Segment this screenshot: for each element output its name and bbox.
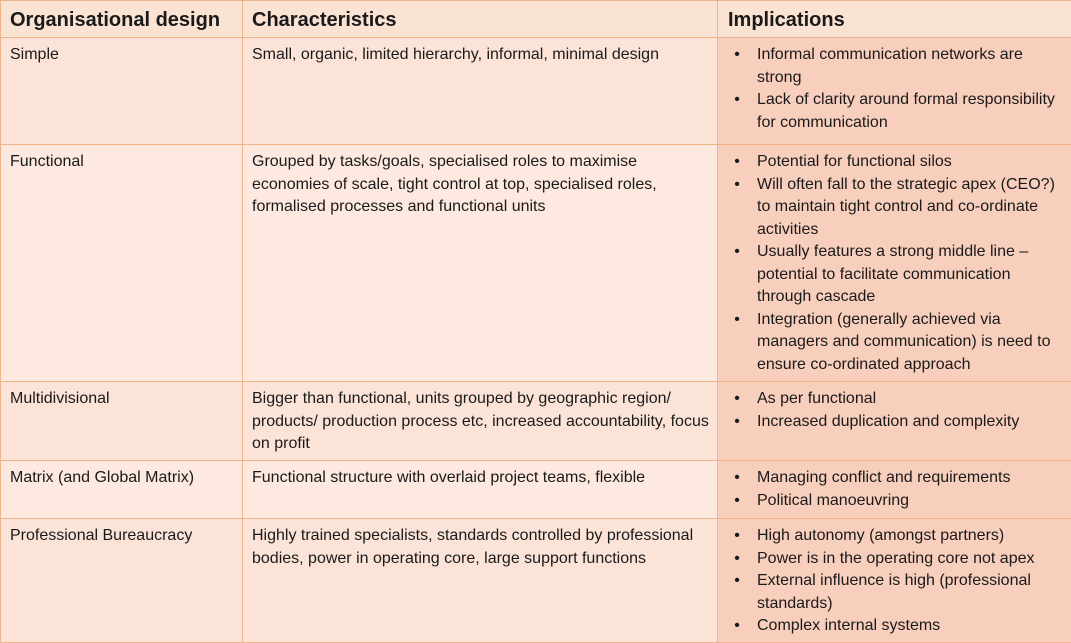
- bullet-icon: •: [727, 388, 747, 411]
- implications-cell: [718, 38, 1071, 145]
- list-item: [727, 467, 1065, 490]
- bullet-icon: •: [727, 467, 747, 490]
- implication-text: Complex internal systems: [757, 617, 940, 634]
- implication-text: As per functional: [757, 390, 876, 407]
- implication-text: Usually features a strong middle line – potential to facilitate communication through cascade: [757, 243, 1028, 305]
- characteristics-cell: Highly trained specialists, standards controlled by professional bodies, power in operating core, large support functions: [243, 519, 718, 643]
- characteristics-cell: Bigger than functional, units grouped by geographic region/ products/ production process etc, increased accountability, focus on profit: [243, 382, 718, 461]
- bullet-icon: •: [727, 411, 747, 434]
- design-cell: Functional: [1, 145, 243, 382]
- implication-text: Informal communication networks are strong: [757, 46, 1023, 86]
- implications-cell: [718, 382, 1071, 461]
- list-item: [727, 615, 1065, 638]
- implications-cell: [718, 461, 1071, 519]
- bullet-icon: •: [727, 241, 747, 264]
- implication-text: High autonomy (amongst partners): [757, 527, 1004, 544]
- design-cell: Simple: [1, 38, 243, 145]
- list-item: [727, 309, 1065, 377]
- header-characteristics: Characteristics: [243, 1, 718, 38]
- bullet-icon: •: [727, 525, 747, 548]
- bullet-icon: •: [727, 151, 747, 174]
- table-row: [1, 461, 1071, 519]
- characteristics-cell: Functional structure with overlaid project teams, flexible: [243, 461, 718, 519]
- bullet-icon: •: [727, 89, 747, 112]
- implication-text: Increased duplication and complexity: [757, 413, 1019, 430]
- implications-list: [727, 467, 1065, 512]
- list-item: [727, 89, 1065, 134]
- list-item: [727, 490, 1065, 513]
- design-cell: Matrix (and Global Matrix): [1, 461, 243, 519]
- bullet-icon: •: [727, 615, 747, 638]
- characteristics-cell: Grouped by tasks/goals, specialised roles to maximise economies of scale, tight control at top, specialised roles, formalised processes and functional units: [243, 145, 718, 382]
- bullet-icon: •: [727, 548, 747, 571]
- list-item: [727, 174, 1065, 242]
- table-row: [1, 145, 1071, 382]
- implication-text: Political manoeuvring: [757, 492, 909, 509]
- bullet-icon: •: [727, 309, 747, 332]
- design-cell: Multidivisional: [1, 382, 243, 461]
- list-item: [727, 44, 1065, 89]
- implications-list: [727, 525, 1065, 638]
- table-row: [1, 38, 1071, 145]
- bullet-icon: •: [727, 490, 747, 513]
- list-item: [727, 388, 1065, 411]
- table-row: [1, 382, 1071, 461]
- header-design: Organisational design: [1, 1, 243, 38]
- design-cell: Professional Bureaucracy: [1, 519, 243, 643]
- bullet-icon: •: [727, 44, 747, 67]
- implications-list: [727, 44, 1065, 134]
- implication-text: Potential for functional silos: [757, 153, 952, 170]
- list-item: [727, 570, 1065, 615]
- bullet-icon: •: [727, 570, 747, 593]
- table-row: [1, 519, 1071, 643]
- implication-text: Will often fall to the strategic apex (CEO?) to maintain tight control and co-ordinate activities: [757, 176, 1055, 238]
- implication-text: Power is in the operating core not apex: [757, 550, 1035, 567]
- list-item: [727, 525, 1065, 548]
- implication-text: Lack of clarity around formal responsibility for communication: [757, 91, 1055, 131]
- implications-list: [727, 388, 1065, 433]
- implications-list: [727, 151, 1065, 376]
- header-row: [1, 1, 1071, 38]
- implication-text: Integration (generally achieved via managers and communication) is need to ensure co-ordinated approach: [757, 311, 1051, 373]
- list-item: [727, 411, 1065, 434]
- characteristics-cell: Small, organic, limited hierarchy, informal, minimal design: [243, 38, 718, 145]
- list-item: [727, 548, 1065, 571]
- header-implications: Implications: [718, 1, 1071, 38]
- bullet-icon: •: [727, 174, 747, 197]
- list-item: [727, 151, 1065, 174]
- implication-text: External influence is high (professional standards): [757, 572, 1031, 612]
- implications-cell: [718, 145, 1071, 382]
- implications-cell: [718, 519, 1071, 643]
- implication-text: Managing conflict and requirements: [757, 469, 1010, 486]
- list-item: [727, 241, 1065, 309]
